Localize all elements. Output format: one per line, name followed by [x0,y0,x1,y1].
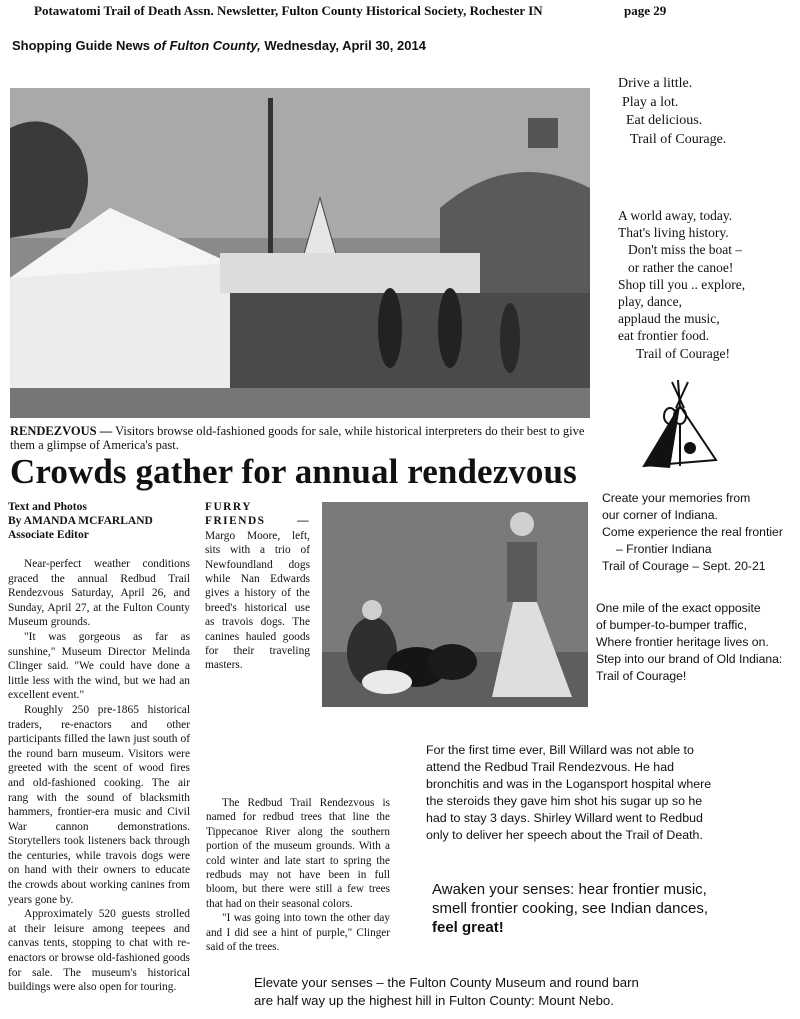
article-paragraph: "I was going into town the other day and I did see a hint of purple," Clinger said of the trees. [206,912,390,954]
ad-line: Trail of Courage – Sept. 20-21 [602,559,766,573]
photo-caption [10,424,590,452]
ad-line: Where frontier heritage lives on. [596,635,769,649]
dogs-photo [322,502,588,707]
rendezvous-photo [10,88,590,418]
ad-line: smell frontier cooking, see Indian dances, [432,900,708,917]
byline [8,500,198,542]
ad-line: Trail of Courage. [630,131,727,147]
paper-masthead [12,38,426,53]
ad-line: – Frontier Indiana [616,542,712,556]
ad-line: of bumper-to-bumper traffic, [596,618,747,632]
ad-elevate-senses [254,974,794,1010]
ad-line: Step into our brand of Old Indiana: [596,652,783,666]
article-paragraph: "It was gorgeous as far as sunshine," Museum Director Melinda Clinger said. "We could have done a little less with the wind, but we had an excellent event." [8,630,190,702]
ad-line: Shop till you .. explore, [618,276,746,292]
ad-line: or rather the canoe! [628,259,734,275]
page-number: page 29 [624,3,667,18]
article-paragraph: Roughly 250 pre-1865 historical traders, re-enactors and other participants filled the lawn just south of the round barn museum. Visitors were greeted with the scent of wood fires and old-fashioned cooking. The air rang with the sound of blacksmith hammers, frontier-era music and Civil War cannon demonstrations. Storytellers took listeners back through the centuries, while travois dogs were on hand with their owners to educate the crowds about working canines from years gone by. [8,703,190,906]
furry-friends-caption [205,500,310,673]
ad-line: are half way up the highest hill in Fulton County: Mount Nebo. [254,993,614,1008]
newsletter-title: Potawatomi Trail of Death Assn. Newsletter, Fulton County Historical Society, Rochester IN [34,3,543,18]
caption-text: Visitors browse old-fashioned goods for sale, while historical interpreters do their best to give them a glimpse of America's past. [10,424,585,452]
ad-awaken-senses [432,880,800,937]
article-paragraph: Near-perfect weather conditions graced the annual Redbud Trail Rendezvous Saturday, April 26, and Sunday, April 27, at the Fulton County Museum grounds. [8,558,190,629]
paper-of: of Fulton County, [153,38,261,53]
ad-line: Elevate your senses – the Fulton County Museum and round barn [254,975,639,990]
byline-text-photos: Text and Photos [8,501,87,513]
byline-author: By AMANDA MCFARLAND [8,515,153,527]
ad-line: Trail of Courage! [596,669,687,683]
ad-drive-a-little [610,75,795,149]
ad-line: Eat delicious. [626,113,703,128]
article-headline: Crowds gather for annual rendezvous [10,452,577,491]
article-column-2 [206,796,390,954]
paper-date: Wednesday, April 30, 2014 [264,38,426,53]
ad-world-away [618,207,798,362]
ad-line: Come experience the real frontier [602,525,783,539]
article-column-1 [8,557,190,995]
article-paragraph: The Redbud Trail Rendezvous is named for redbud trees that line the Tippecanoe River along the southern portion of the museum grounds. With a cold winter and late start to spring the redbuds may not have been in full bloom, but there were still a few trees that had on their seasonal colors. [206,797,390,910]
ad-line: Trail of Courage! [636,345,730,361]
paper-name: Shopping Guide News [12,38,150,53]
ad-line: play, dance, [618,294,682,310]
ad-create-memories [602,490,798,575]
caption-label: FURRY FRIENDS — [205,501,310,528]
ad-line: Create your memories from [602,491,751,505]
ad-line: That's living history. [618,225,729,241]
ad-line: Drive a little. [618,76,693,91]
ad-line: Awaken your senses: hear frontier music, [432,881,707,898]
ad-line: eat frontier food. [618,328,710,344]
ad-line: One mile of the exact opposite [596,601,761,615]
ad-line-bold: feel great! [432,919,504,936]
ad-line: A world away, today. [618,208,733,223]
article-paragraph: Approximately 520 guests strolled at their leisure among teepees and canvas tents, stopping to chat with re-enactors or browse old-fashioned goods for sale. The museum's historical buildings were also open for touring. [8,908,190,994]
newsletter-header [34,3,794,19]
ad-line: our corner of Indiana. [602,508,718,522]
caption-text: Margo Moore, left, sits with a trio of Newfoundland dogs while Nan Edwards gives a history of the breed's historical use as travois dogs. The canines hauled goods for their traveling masters. [205,529,310,672]
byline-title: Associate Editor [8,529,89,541]
ad-line: Don't miss the boat – [628,242,743,258]
caption-label: RENDEZVOUS — [10,424,113,438]
ad-line: applaud the music, [618,311,720,327]
willard-note: For the first time ever, Bill Willard was not able to attend the Redbud Trail Rendezvous. He had bronchitis and was in the Logansport hospital where the steroids they gave him shot his sugar up so he had to stay 3 days. Shirley Willard went to Redbud only to deliver her speech about the Trail of Death. [426,743,712,842]
ad-line: Play a lot. [622,94,679,110]
ad-one-mile [596,600,796,685]
teepee-logo-icon [640,380,720,475]
